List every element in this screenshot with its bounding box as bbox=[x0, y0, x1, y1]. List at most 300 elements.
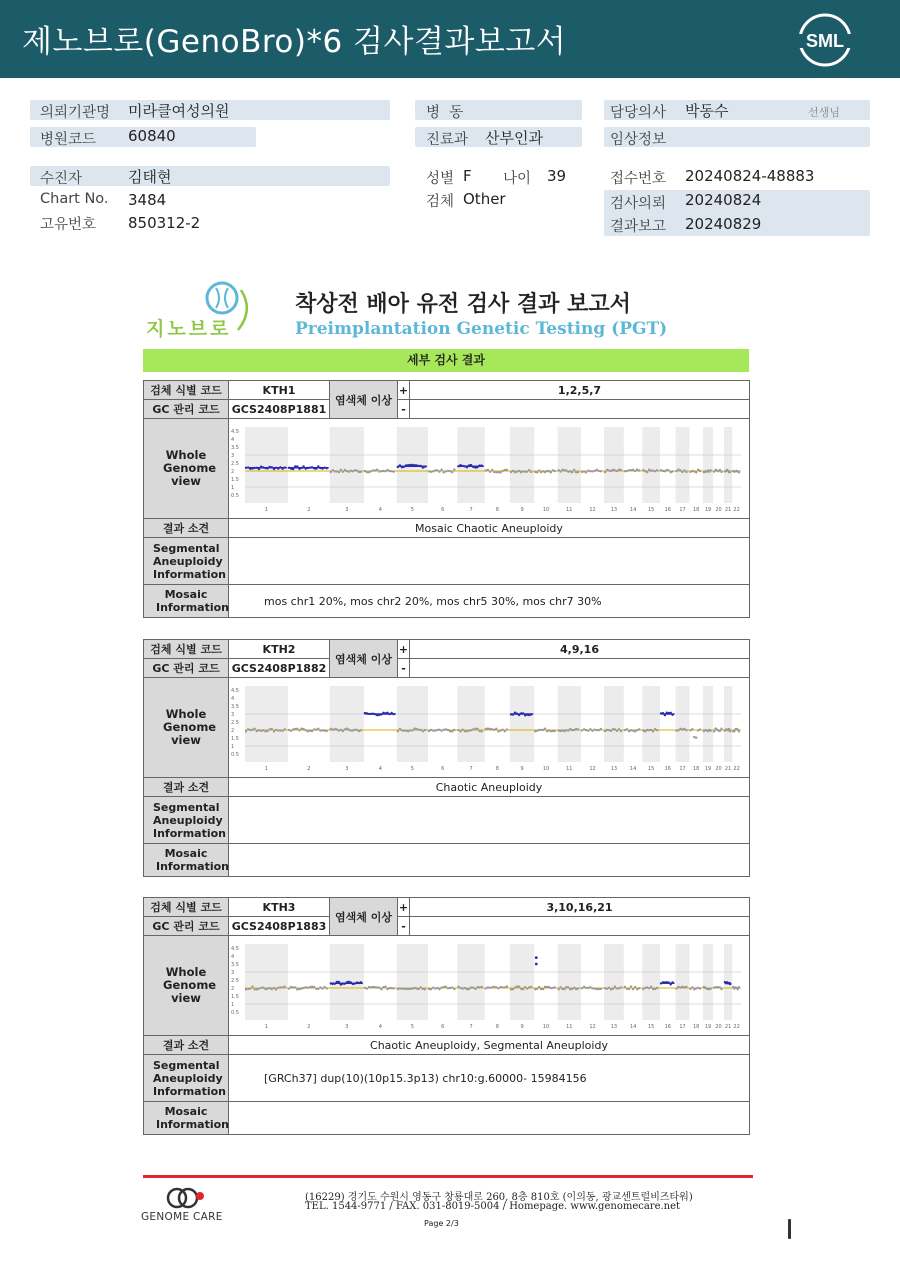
copy-number-point bbox=[245, 988, 247, 990]
copy-number-point bbox=[273, 987, 275, 989]
x-tick-label: 18 bbox=[693, 766, 700, 772]
copy-number-point bbox=[563, 988, 565, 990]
copy-number-point bbox=[656, 469, 658, 471]
report-date: 20240829 bbox=[685, 215, 762, 233]
pgt-title: 착상전 배아 유전 검사 결과 보고서 bbox=[295, 292, 631, 317]
pgt-subtitle: Preimplantation Genetic Testing (PGT) bbox=[295, 319, 668, 339]
x-tick-label: 16 bbox=[664, 1024, 671, 1030]
copy-number-point bbox=[685, 471, 687, 473]
copy-number-point bbox=[342, 471, 344, 473]
copy-number-point bbox=[710, 987, 712, 989]
copy-number-point bbox=[311, 730, 313, 732]
copy-number-point bbox=[522, 470, 524, 472]
copy-number-point bbox=[468, 988, 470, 990]
copy-number-point bbox=[372, 469, 374, 471]
copy-number-point bbox=[430, 471, 432, 473]
chromosome-band bbox=[604, 944, 624, 1020]
copy-number-point bbox=[581, 987, 583, 989]
copy-number-point bbox=[596, 988, 598, 990]
copy-number-point bbox=[336, 728, 338, 730]
chromosome-band bbox=[397, 686, 428, 762]
copy-number-point bbox=[447, 987, 449, 989]
copy-number-point bbox=[344, 469, 346, 471]
copy-number-point bbox=[457, 986, 459, 988]
chromosome-band bbox=[604, 427, 624, 503]
ward-label: 병 동 bbox=[426, 105, 464, 121]
copy-number-point bbox=[648, 468, 650, 470]
copy-number-point bbox=[247, 988, 249, 990]
patient-name: 김태현 bbox=[128, 168, 172, 186]
copy-number-point bbox=[401, 729, 403, 731]
copy-number-point bbox=[691, 986, 693, 988]
copy-number-point bbox=[417, 729, 419, 731]
copy-number-point bbox=[544, 728, 546, 730]
copy-number-point bbox=[319, 986, 321, 988]
copy-number-point bbox=[256, 730, 258, 732]
copy-number-point bbox=[470, 729, 472, 731]
copy-number-point bbox=[598, 729, 600, 731]
copy-number-point bbox=[449, 987, 451, 989]
copy-number-point bbox=[671, 470, 673, 472]
copy-number-point bbox=[476, 728, 478, 730]
copy-number-point bbox=[420, 986, 422, 988]
copy-number-point bbox=[356, 729, 358, 731]
copy-number-point bbox=[309, 986, 311, 988]
copy-number-point bbox=[453, 729, 455, 731]
copy-number-point bbox=[415, 728, 417, 730]
copy-number-point bbox=[713, 730, 715, 732]
copy-number-point bbox=[422, 730, 424, 732]
copy-number-point bbox=[608, 987, 610, 989]
copy-number-point bbox=[277, 729, 279, 731]
copy-number-point bbox=[608, 469, 610, 471]
copy-number-point bbox=[620, 730, 622, 732]
copy-number-point bbox=[733, 730, 735, 732]
copy-number-point bbox=[567, 986, 569, 988]
copy-number-point bbox=[253, 988, 255, 990]
clinical-label: 임상정보 bbox=[610, 132, 667, 148]
chromosome-band bbox=[330, 686, 364, 762]
x-tick-label: 3 bbox=[345, 1024, 349, 1030]
copy-number-point bbox=[489, 987, 491, 989]
copy-number-point bbox=[451, 471, 453, 473]
copy-number-point bbox=[449, 730, 451, 732]
copy-number-point bbox=[440, 987, 442, 989]
mosaic-label-text: Mosaic Information bbox=[156, 588, 229, 614]
chromosome-band bbox=[604, 686, 624, 762]
copy-number-point bbox=[634, 470, 636, 472]
y-tick-label: 4 bbox=[231, 437, 235, 443]
copy-number-point bbox=[528, 469, 530, 471]
copy-number-point bbox=[729, 730, 731, 732]
copy-number-point bbox=[440, 730, 442, 732]
copy-number-point bbox=[502, 986, 504, 988]
gain-list: 1,2,5,7 bbox=[410, 381, 750, 400]
chromosome-band bbox=[330, 427, 364, 503]
copy-number-point bbox=[403, 730, 405, 732]
copy-number-point bbox=[356, 469, 358, 471]
x-tick-label: 12 bbox=[589, 1024, 596, 1030]
chromosome-band bbox=[724, 686, 732, 762]
copy-number-point bbox=[626, 470, 628, 472]
x-tick-label: 6 bbox=[441, 766, 445, 772]
copy-number-point bbox=[571, 471, 573, 473]
copy-number-point bbox=[516, 985, 518, 987]
copy-number-point bbox=[440, 469, 442, 471]
copy-number-point bbox=[368, 986, 370, 988]
copy-number-point bbox=[302, 728, 304, 730]
gc-code-label: GC 관리 코드 bbox=[144, 400, 229, 419]
wgv-label bbox=[144, 936, 229, 1036]
x-tick-label: 16 bbox=[664, 766, 671, 772]
copy-number-point bbox=[372, 986, 374, 988]
chromosome-band bbox=[703, 686, 713, 762]
copy-number-point bbox=[512, 988, 514, 990]
y-tick-label: 2 bbox=[231, 469, 235, 475]
copy-number-point bbox=[630, 985, 632, 987]
copy-number-point bbox=[585, 987, 587, 989]
x-tick-label: 4 bbox=[378, 766, 382, 772]
mosaic-info: mos chr1 20%, mos chr2 20%, mos chr5 30%, mos chr7 30% bbox=[229, 585, 750, 618]
segmental-label-text: Segmental Aneuploidy Information bbox=[153, 800, 226, 840]
copy-number-point bbox=[305, 729, 307, 731]
chromosome-band bbox=[703, 427, 713, 503]
x-tick-label: 2 bbox=[307, 766, 311, 772]
copy-number-point bbox=[264, 730, 266, 732]
segmental-label bbox=[144, 538, 229, 585]
copy-number-point bbox=[459, 987, 461, 989]
x-tick-label: 20 bbox=[715, 507, 722, 513]
copy-number-point bbox=[650, 986, 652, 988]
copy-number-point bbox=[585, 471, 587, 473]
copy-number-point bbox=[447, 470, 449, 472]
copy-number-point bbox=[264, 988, 266, 990]
copy-number-point bbox=[656, 729, 658, 731]
copy-number-point bbox=[296, 728, 298, 730]
copy-number-point bbox=[260, 987, 262, 989]
copy-number-point bbox=[612, 988, 614, 990]
copy-number-point bbox=[376, 469, 378, 471]
y-tick-label: 0.5 bbox=[231, 1010, 239, 1016]
copy-number-point bbox=[565, 986, 567, 988]
x-tick-label: 9 bbox=[520, 766, 524, 772]
copy-number-point bbox=[384, 985, 386, 987]
copy-number-point bbox=[600, 470, 602, 472]
x-tick-label: 13 bbox=[610, 507, 618, 513]
copy-number-point bbox=[638, 987, 640, 989]
copy-number-point bbox=[589, 728, 591, 730]
copy-number-point bbox=[668, 469, 670, 471]
segmental-info bbox=[229, 538, 750, 585]
copy-number-point bbox=[581, 471, 583, 473]
copy-number-point bbox=[251, 729, 253, 731]
copy-number-point bbox=[445, 728, 447, 730]
copy-number-point bbox=[699, 728, 701, 730]
x-tick-label: 10 bbox=[542, 507, 550, 513]
copy-number-point bbox=[391, 470, 393, 472]
copy-number-point bbox=[681, 471, 683, 473]
copy-number-point bbox=[434, 987, 436, 989]
copy-number-point bbox=[583, 470, 585, 472]
whole-genome-view bbox=[229, 936, 750, 1036]
x-tick-label: 10 bbox=[542, 766, 550, 772]
copy-number-point bbox=[504, 986, 506, 988]
copy-number-point bbox=[593, 729, 595, 731]
copy-number-point bbox=[321, 729, 323, 731]
copy-number-point bbox=[559, 470, 561, 472]
y-tick-label: 3.5 bbox=[231, 704, 239, 710]
copy-number-point bbox=[554, 986, 556, 988]
copy-number-point bbox=[249, 729, 251, 731]
copy-number-point bbox=[593, 987, 595, 989]
copy-number-point bbox=[462, 988, 464, 990]
chromosome-band bbox=[676, 944, 690, 1020]
copy-number-point bbox=[256, 988, 258, 990]
copy-number-point bbox=[466, 730, 468, 732]
copy-number-point bbox=[729, 471, 731, 473]
x-tick-label: 19 bbox=[704, 507, 712, 513]
copy-number-point bbox=[620, 469, 622, 471]
x-tick-label: 11 bbox=[566, 1024, 573, 1030]
loss-list bbox=[410, 917, 750, 936]
chromosome-band bbox=[676, 427, 690, 503]
copy-number-point bbox=[624, 986, 626, 988]
copy-number-point bbox=[491, 986, 493, 988]
copy-number-point bbox=[247, 728, 249, 730]
copy-number-point bbox=[626, 728, 628, 730]
copy-number-point bbox=[577, 987, 579, 989]
copy-number-point bbox=[420, 729, 422, 731]
x-tick-label: 1 bbox=[264, 766, 268, 772]
copy-number-point bbox=[451, 986, 453, 988]
copy-number-point bbox=[476, 986, 478, 988]
copy-number-point bbox=[309, 730, 311, 732]
copy-number-point bbox=[417, 988, 419, 990]
genome-plot bbox=[229, 419, 749, 515]
copy-number-point bbox=[530, 471, 532, 473]
copy-number-point bbox=[518, 470, 520, 472]
copy-number-point bbox=[449, 470, 451, 472]
chromosome-band bbox=[703, 944, 713, 1020]
copy-number-point bbox=[436, 469, 438, 471]
sml-logo-icon bbox=[797, 12, 853, 68]
copy-number-point bbox=[409, 988, 411, 990]
copy-number-point bbox=[720, 988, 722, 990]
copy-number-point bbox=[699, 470, 701, 472]
copy-number-point bbox=[258, 729, 260, 731]
copy-number-point bbox=[710, 730, 712, 732]
copy-number-point bbox=[447, 729, 449, 731]
y-tick-label: 1 bbox=[231, 744, 235, 750]
copy-number-point bbox=[638, 469, 640, 471]
request-org-label: 의뢰기관명 bbox=[40, 105, 111, 121]
copy-number-point bbox=[290, 730, 292, 732]
copy-number-point bbox=[504, 469, 506, 471]
y-tick-label: 1.5 bbox=[231, 736, 239, 742]
x-tick-label: 3 bbox=[345, 766, 349, 772]
copy-number-point bbox=[610, 470, 612, 472]
copy-number-point bbox=[275, 729, 277, 731]
copy-number-point bbox=[478, 730, 480, 732]
copy-number-point bbox=[300, 987, 302, 989]
gc-code-label: GC 관리 코드 bbox=[144, 659, 229, 678]
copy-number-point bbox=[559, 986, 561, 988]
finding-label: 결과 소견 bbox=[144, 519, 229, 538]
copy-number-point bbox=[290, 986, 292, 988]
copy-number-point bbox=[413, 987, 415, 989]
copy-number-point bbox=[675, 470, 677, 472]
x-tick-label: 12 bbox=[589, 766, 596, 772]
x-tick-label: 14 bbox=[629, 766, 637, 772]
copy-number-point bbox=[457, 729, 459, 731]
copy-number-point bbox=[472, 728, 474, 730]
gc-code-label: GC 관리 코드 bbox=[144, 917, 229, 936]
copy-number-point bbox=[281, 730, 283, 732]
x-tick-label: 5 bbox=[410, 507, 414, 513]
copy-number-point bbox=[342, 730, 344, 732]
report-title: 제노브로(GenoBro)*6 검사결과보고서 bbox=[22, 24, 567, 60]
copy-number-point bbox=[506, 728, 508, 730]
sample-id-label: 검체 식별 코드 bbox=[144, 381, 229, 400]
copy-number-point bbox=[453, 988, 455, 990]
wgv-label-text: Whole Genome view bbox=[163, 448, 217, 488]
copy-number-point bbox=[317, 988, 319, 990]
x-tick-label: 8 bbox=[495, 1024, 499, 1030]
copy-number-point bbox=[506, 469, 508, 471]
copy-number-point bbox=[366, 471, 368, 473]
x-tick-label: 21 bbox=[724, 1024, 732, 1030]
x-tick-label: 9 bbox=[520, 1024, 524, 1030]
copy-number-point bbox=[581, 729, 583, 731]
receipt-no: 20240824-48883 bbox=[685, 167, 815, 185]
x-tick-label: 13 bbox=[610, 1024, 618, 1030]
copy-number-point bbox=[360, 471, 362, 473]
x-tick-label: 2 bbox=[307, 507, 311, 513]
patient-label: 수진자 bbox=[40, 171, 83, 187]
x-tick-label: 20 bbox=[715, 1024, 722, 1030]
y-tick-label: 3.5 bbox=[231, 962, 239, 968]
x-tick-label: 15 bbox=[648, 1024, 655, 1030]
copy-number-point bbox=[407, 730, 409, 732]
copy-number-point bbox=[738, 471, 740, 473]
copy-number-point bbox=[600, 988, 602, 990]
copy-number-point bbox=[413, 727, 415, 729]
segmental-label bbox=[144, 1055, 229, 1102]
copy-number-point bbox=[315, 988, 317, 990]
sex: F bbox=[463, 167, 472, 185]
finding-label: 결과 소견 bbox=[144, 1036, 229, 1055]
finding: Chaotic Aneuploidy bbox=[229, 778, 750, 797]
copy-number-point bbox=[432, 729, 434, 731]
chromosome-band bbox=[558, 686, 581, 762]
unique-no: 850312-2 bbox=[128, 214, 201, 232]
minus-label: - bbox=[398, 659, 410, 678]
copy-number-point bbox=[462, 729, 464, 731]
copy-number-point bbox=[445, 470, 447, 472]
copy-number-point bbox=[438, 988, 440, 990]
copy-number-point bbox=[719, 469, 721, 471]
age: 39 bbox=[547, 167, 567, 185]
copy-number-point bbox=[424, 729, 426, 731]
y-tick-label: 2.5 bbox=[231, 720, 239, 726]
copy-number-point bbox=[279, 729, 281, 731]
x-tick-label: 18 bbox=[693, 1024, 700, 1030]
copy-number-point bbox=[587, 470, 589, 472]
copy-number-point bbox=[571, 988, 573, 990]
copy-number-point bbox=[415, 987, 417, 989]
copy-number-point bbox=[430, 988, 432, 990]
chromosome-band bbox=[558, 944, 581, 1020]
copy-number-point bbox=[522, 988, 524, 990]
copy-number-point bbox=[583, 986, 585, 988]
x-tick-label: 22 bbox=[733, 507, 740, 513]
copy-number-point bbox=[481, 730, 483, 732]
segmental-label-text: Segmental Aneuploidy Information bbox=[153, 541, 226, 581]
x-tick-label: 4 bbox=[378, 507, 382, 513]
x-tick-label: 16 bbox=[664, 507, 671, 513]
segmental-info bbox=[229, 797, 750, 844]
y-tick-label: 4 bbox=[231, 696, 235, 702]
copy-number-point bbox=[307, 987, 309, 989]
x-tick-label: 21 bbox=[724, 507, 732, 513]
y-tick-label: 4.5 bbox=[231, 688, 239, 694]
sample-table bbox=[143, 897, 750, 1135]
copy-number-point bbox=[266, 730, 268, 732]
hospital-code: 60840 bbox=[128, 127, 176, 145]
copy-number-point bbox=[526, 470, 528, 472]
copy-number-point bbox=[614, 728, 616, 730]
x-tick-label: 13 bbox=[610, 766, 618, 772]
segmental-label-text: Segmental Aneuploidy Information bbox=[153, 1058, 226, 1098]
copy-number-point bbox=[288, 987, 290, 989]
copy-number-point bbox=[298, 988, 300, 990]
copy-number-point bbox=[332, 469, 334, 471]
copy-number-point bbox=[428, 470, 430, 472]
copy-number-point bbox=[487, 986, 489, 988]
x-tick-label: 11 bbox=[566, 507, 573, 513]
copy-number-point bbox=[338, 471, 340, 473]
copy-number-point bbox=[642, 988, 644, 990]
copy-number-point bbox=[409, 729, 411, 731]
x-tick-label: 18 bbox=[693, 507, 700, 513]
chrom-abn-label: 염색체 이상 bbox=[330, 640, 398, 678]
page-number: Page 2/3 bbox=[424, 1219, 459, 1228]
x-tick-label: 19 bbox=[704, 766, 712, 772]
copy-number-point bbox=[436, 729, 438, 731]
x-tick-label: 1 bbox=[264, 1024, 268, 1030]
copy-number-point bbox=[481, 986, 483, 988]
copy-number-point bbox=[634, 730, 636, 732]
copy-number-point bbox=[691, 728, 693, 730]
chromosome-band bbox=[642, 944, 660, 1020]
copy-number-point bbox=[689, 988, 691, 990]
copy-number-point bbox=[604, 987, 606, 989]
copy-number-point bbox=[393, 471, 395, 473]
sample-table bbox=[143, 639, 750, 877]
chromosome-band bbox=[724, 427, 732, 503]
copy-number-point bbox=[616, 730, 618, 732]
y-tick-label: 3.5 bbox=[231, 445, 239, 451]
copy-number-point bbox=[710, 469, 712, 471]
copy-number-point bbox=[262, 987, 264, 989]
copy-number-point bbox=[393, 987, 395, 989]
copy-number-point bbox=[292, 986, 294, 988]
loss-list bbox=[410, 400, 750, 419]
copy-number-point bbox=[434, 730, 436, 732]
spike-point bbox=[535, 963, 538, 966]
copy-number-point bbox=[294, 986, 296, 988]
copy-number-point bbox=[251, 985, 253, 987]
